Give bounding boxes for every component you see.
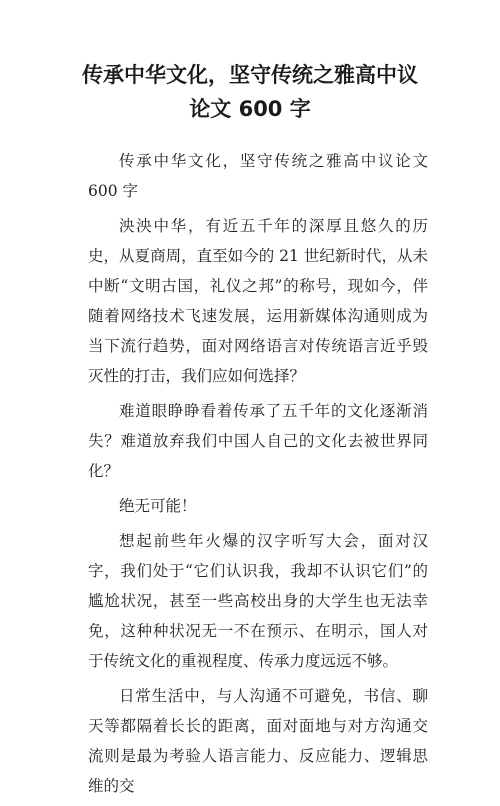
title-line-2: 论文 600 字 (189, 97, 311, 121)
paragraph-subtitle: 传承中华文化，坚守传统之雅高中议论文 600 字 (88, 152, 428, 200)
paragraph: 泱泱中华，有近五千年的深厚且悠久的历史，从夏商周，直至如今的 21 世纪新时代，从未中断“文明古国，礼仪之邦”的称号，现如今，伴随着网络技术飞速发展，运用新媒体沟通则成为当下流行趋势，面对网络语言对传统语言近乎毁灭性的打击，我们应如何选择？ (88, 217, 428, 385)
paragraph: 绝无可能！ (119, 497, 197, 515)
title-line-1: 传承中华文化，坚守传统之雅高中议 (82, 63, 418, 87)
paragraph: 想起前些年火爆的汉字听写大会，面对汉字，我们处于“它们认识我，我却不认识它们”的尴尬状况，甚至一些高校出身的大学生也无法幸免，这种种状况无一不在预示、在明示，国人对于传统文化的重视程度、传承力度远远不够。 (88, 532, 428, 670)
paragraph: 日常生活中，与人沟通不可避免，书信、聊天等都隔着长长的距离，面对面地与对方沟通交流则是最为考验人语言能力、反应能力、逻辑思维的交 (88, 687, 428, 795)
document-title (40, 58, 460, 126)
paragraph: 难道眼睁睁看着传承了五千年的文化逐渐消失？难道放弃我们中国人自己的文化去被世界同化？ (88, 402, 428, 480)
document-body (88, 146, 428, 806)
